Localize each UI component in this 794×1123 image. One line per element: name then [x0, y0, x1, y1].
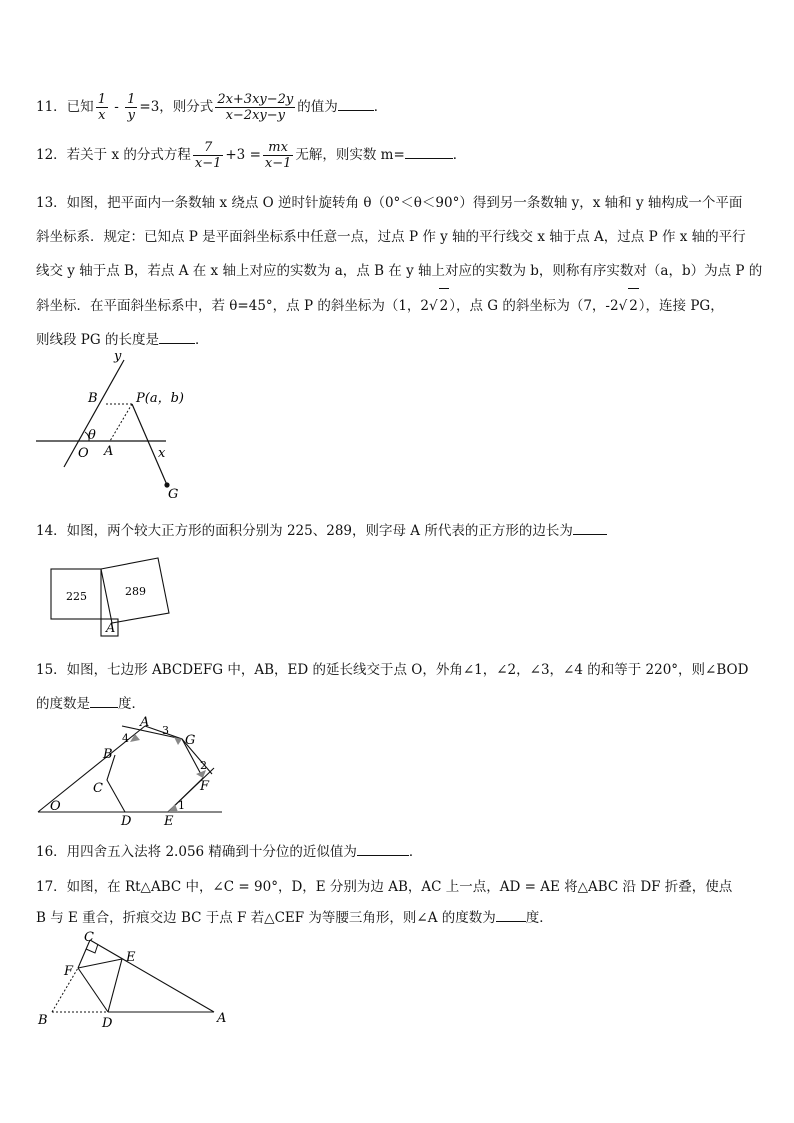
- q13-line-4c: ），连接 PG，: [638, 298, 724, 314]
- q12-f2-den: x−1: [264, 156, 292, 171]
- label-O: O: [78, 446, 89, 461]
- q11-mid: =3，则分式: [139, 99, 214, 115]
- q12-f1-num: 7: [193, 140, 224, 156]
- q11-f3-den: x−2xy−y: [225, 108, 285, 123]
- y-axis: [64, 360, 124, 467]
- label-G: G: [185, 733, 196, 748]
- label-O: O: [50, 799, 61, 814]
- q11-f3-num: 2x+3xy−2y: [217, 92, 294, 107]
- q12-fraction-2: [263, 140, 294, 171]
- q11-f2-den: y: [127, 108, 135, 123]
- question-14: [36, 520, 760, 541]
- q17-figure: [30, 930, 240, 1035]
- q13-line-2: 斜坐标系．规定：已知点 P 是平面斜坐标系中任意一点，过点 P 作 y 轴的平行线交 x 轴于点 A，过点 P 作 x 轴的平行: [36, 229, 746, 245]
- q12-fraction-1: [193, 140, 224, 171]
- q13-end: ．: [194, 332, 209, 348]
- q12-f2-num: mx: [263, 140, 294, 156]
- answer-blank[interactable]: [496, 907, 526, 922]
- q11-suffix: 的值为: [297, 99, 338, 115]
- sqrt-sign-icon: √: [618, 298, 628, 314]
- question-11: [36, 92, 760, 123]
- q12-suffix: 无解，则实数 m=: [295, 147, 405, 163]
- q13-line-5-text: 则线段 PG 的长度是: [36, 332, 159, 348]
- label-D: D: [121, 814, 132, 829]
- sqrt-sign-icon: √: [429, 298, 438, 314]
- q12-f1-den: x−1: [194, 156, 222, 171]
- label-D: D: [102, 1016, 113, 1031]
- label-A: A: [104, 444, 114, 459]
- label-C: C: [93, 781, 103, 796]
- q15-line-2-text: 的度数是: [36, 696, 90, 712]
- question-15: [36, 653, 760, 721]
- label-E: E: [164, 814, 174, 829]
- q14-figure: [40, 550, 180, 640]
- answer-blank[interactable]: [357, 841, 409, 856]
- q15-figure: [30, 712, 230, 832]
- label-F: F: [64, 964, 74, 979]
- q15-line-1: 15．如图，七边形 ABCDEFG 中，AB，ED 的延长线交于点 O，外角∠1，∠2，∠3，∠4 的和等于 220°，则∠BOD: [36, 662, 749, 678]
- q11-minus: -: [109, 99, 124, 115]
- q11-f2-num: 1: [127, 92, 136, 107]
- label-1: 1: [178, 799, 185, 812]
- q11-fraction-3: [215, 92, 295, 123]
- segment-PA: [110, 404, 132, 441]
- answer-blank[interactable]: [573, 520, 607, 535]
- answer-blank[interactable]: [90, 693, 118, 708]
- angle-1-mark: [168, 804, 178, 812]
- crease-FD: [78, 968, 108, 1012]
- side-CA: [90, 940, 214, 1012]
- question-16: [36, 841, 760, 862]
- question-12: [36, 140, 760, 171]
- question-13: [36, 186, 763, 357]
- label-theta: θ: [88, 428, 96, 443]
- label-289: 289: [125, 585, 146, 598]
- angle-4-mark: [130, 734, 140, 742]
- q16-text: 16．用四舍五入法将 2.056 精确到十分位的近似值为: [36, 844, 357, 860]
- answer-blank[interactable]: [159, 329, 195, 344]
- segment-PG: [132, 404, 167, 485]
- q17-line-2-text: B 与 E 重合，折痕交边 BC 于点 F 若△CEF 为等腰三角形，则∠A 的度数为: [36, 910, 496, 926]
- question-17: [36, 872, 760, 934]
- label-B: B: [38, 1013, 48, 1028]
- q13-sqrt-2: 2: [628, 288, 639, 323]
- q11-f1-den: x: [98, 108, 106, 123]
- q11-fraction-2: [125, 92, 137, 123]
- q15-end: 度．: [118, 696, 145, 712]
- label-y: y: [114, 350, 122, 364]
- q16-end: ．: [408, 844, 423, 860]
- q12-end: ．: [452, 147, 467, 163]
- label-F: F: [200, 779, 210, 794]
- q13-line-4b: ），点 G 的斜坐标为（7，-2: [449, 298, 619, 314]
- q11-f1-num: 1: [97, 92, 106, 107]
- q12-prefix: 12．若关于 x 的分式方程: [36, 147, 191, 163]
- segment-FE: [78, 959, 122, 968]
- label-A: A: [140, 715, 150, 730]
- label-A: A: [217, 1011, 227, 1026]
- q13-line-1: 13．如图，把平面内一条数轴 x 绕点 O 逆时针旋转角 θ（0°＜θ＜90°）得到另一条数轴 y，x 轴和 y 轴构成一个平面: [36, 195, 743, 211]
- label-B: B: [103, 747, 113, 762]
- label-4: 4: [122, 732, 129, 745]
- q13-line-3: 线交 y 轴于点 B，若点 A 在 x 轴上对应的实数为 a，点 B 在 y 轴上对应的实数为 b，则称有序实数对（a，b）为点 P 的: [36, 263, 763, 279]
- label-G: G: [168, 487, 179, 500]
- q11-prefix: 11．已知: [36, 99, 94, 115]
- label-C: C: [84, 930, 94, 945]
- label-E: E: [126, 950, 136, 965]
- q12-mid: +3 =: [225, 147, 261, 163]
- label-3: 3: [162, 724, 169, 737]
- q13-line-4a: 斜坐标．在平面斜坐标系中，若 θ=45°，点 P 的斜坐标为（1，2: [36, 298, 430, 314]
- q13-figure: [30, 350, 200, 500]
- label-225: 225: [66, 590, 87, 603]
- label-square-A: A: [106, 621, 116, 636]
- label-2: 2: [200, 759, 207, 772]
- label-x: x: [158, 446, 166, 461]
- q11-end: ．: [373, 99, 388, 115]
- q17-end: 度．: [525, 910, 553, 926]
- q17-line-1: 17．如图，在 Rt△ABC 中，∠C = 90°，D，E 分别为边 AB，AC 上一点，AD = AE 将△ABC 沿 DF 折叠，使点: [36, 879, 733, 895]
- answer-blank[interactable]: [338, 96, 374, 111]
- label-P: P(a，b): [136, 391, 184, 406]
- q13-sqrt-1: 2: [439, 288, 450, 323]
- q14-text: 14．如图，两个较大正方形的面积分别为 225、289，则字母 A 所代表的正方形的边长为: [36, 523, 573, 539]
- segment-ED: [108, 959, 122, 1012]
- answer-blank[interactable]: [405, 144, 453, 159]
- q11-fraction-1: [96, 92, 108, 123]
- q13-line-4: [36, 288, 760, 323]
- label-B: B: [88, 391, 98, 406]
